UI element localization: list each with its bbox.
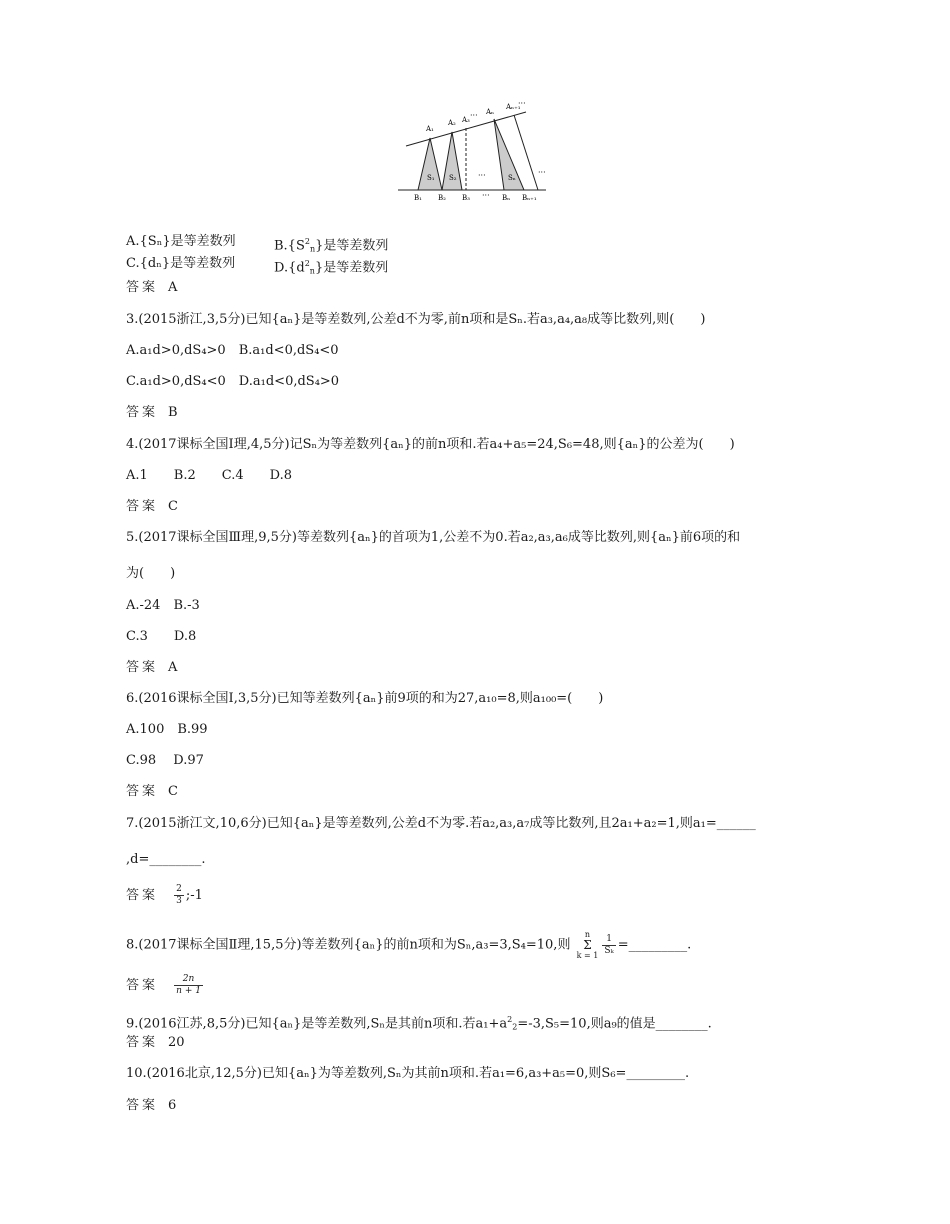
- figure-label-s1: S₁: [427, 174, 435, 182]
- q9-text: 9.(2016江苏,8,5分)已知{aₙ}是等差数列,Sₙ是其前n项和.若$a_1+a^2_2=-3,S_5=10$,则a₉的值是________.: [126, 1015, 712, 1032]
- figure-label-sn: Sₙ: [508, 174, 516, 182]
- q5-text-cont: 为( ): [126, 566, 176, 581]
- figure-label-bn1: Bₙ₊₁: [522, 194, 537, 202]
- q3-options-1: A.a₁d>0,dS₄>0 B.a₁d<0,dS₄<0: [126, 343, 339, 358]
- q5-text: 5.(2017课标全国Ⅲ理,9,5分)等差数列{aₙ}的首项为1,公差不为0.若a₂,a₃,a₆成等比数列,则{aₙ}前6项的和: [126, 530, 741, 545]
- q8-fraction: $\frac{1}{\text{Sₖ}}$: [604, 933, 614, 956]
- q4-answer: 答案 C: [126, 499, 178, 514]
- q6-answer: 答案 C: [126, 784, 178, 799]
- q6-options-2: C.98 D.97: [126, 753, 204, 768]
- q2-option-c: C.{dₙ}是等差数列: [126, 256, 236, 271]
- figure-ellipsis-bottom: ···: [482, 191, 490, 200]
- figure-ellipsis: ···: [478, 171, 486, 180]
- figure-label-b3: B₃: [462, 194, 470, 202]
- q10-text: 10.(2016北京,12,5分)已知{aₙ}为等差数列,Sₙ为其前n项和.若a₁=6,a₃+a₅=0,则S₆=_________.: [126, 1066, 690, 1081]
- q3-options-2: C.a₁d>0,dS₄<0 D.a₁d<0,dS₄>0: [126, 374, 340, 389]
- q7-answer: 答案 $\frac{2}{3}$ ;-1: [126, 884, 203, 906]
- q5-options-1: A.-24 B.-3: [126, 598, 200, 613]
- q8-answer: 答案 $\frac{2n}{n + 1}$: [126, 974, 201, 996]
- figure-label-bn: Bₙ: [502, 194, 511, 202]
- q8-text: 8.(2017课标全国Ⅱ理,15,5分)等差数列{aₙ}的前n项和为Sₙ,a₃=3,S₄=10,则 n Σ k = 1 $\frac{1}{\text{Sₖ}}$ =_________.: [126, 930, 692, 960]
- figure-label-b2: B₂: [438, 194, 446, 202]
- q6-text: 6.(2016课标全国Ⅰ,3,5分)已知等差数列{aₙ}前9项的和为27,a₁₀=8,则a₁₀₀=( ): [126, 691, 604, 706]
- q3-text: 3.(2015浙江,3,5分)已知{aₙ}是等差数列,公差d不为零,前n项和是Sₙ.若a₃,a₄,a₈成等比数列,则( ): [126, 312, 706, 327]
- figure-ellipsis-topright: ···: [518, 99, 526, 108]
- figure-label-a2: A₂: [448, 119, 456, 127]
- triangle-sequence-figure: [398, 98, 560, 208]
- figure-label-an1: Aₙ₊₁: [506, 103, 521, 111]
- figure-ellipsis-right: ···: [538, 168, 546, 177]
- q10-answer: 答案 6: [126, 1098, 177, 1113]
- q8-answer-fraction: $\frac{2n}{n + 1}$: [176, 974, 201, 996]
- q4-options: A.1 B.2 C.4 D.8: [126, 468, 292, 483]
- q7-text: 7.(2015浙江文,10,6分)已知{aₙ}是等差数列,公差d不为零.若a₂,a₃,a₇成等比数列,且2a₁+a₂=1,则a₁=______: [126, 816, 756, 831]
- q3-answer: 答案 B: [126, 405, 178, 420]
- q2-options-row1: [126, 234, 389, 254]
- figure-label-an: Aₙ: [486, 108, 495, 116]
- q5-answer: 答案 A: [126, 660, 178, 675]
- q2-options-row2: [126, 256, 389, 276]
- q2-option-d: $D.\{d^2_n\}$是等差数列: [274, 259, 389, 276]
- figure-label-a3: A₃: [462, 116, 470, 124]
- q2-option-b: $B.\{S^2_n\}$是等差数列: [274, 237, 389, 254]
- figure-label-s2: S₂: [449, 174, 457, 182]
- figure-ellipsis-top: ···: [470, 111, 478, 120]
- q2-option-a: A.{Sₙ}是等差数列: [126, 234, 236, 249]
- q4-text: 4.(2017课标全国Ⅰ理,4,5分)记Sₙ为等差数列{aₙ}的前n项和.若a₄+a₅=24,S₆=48,则{aₙ}的公差为( ): [126, 437, 735, 452]
- figure-label-b1: B₁: [414, 194, 422, 202]
- q5-options-2: C.3 D.8: [126, 629, 197, 644]
- q7-text-cont: ,d=________.: [126, 852, 206, 867]
- q6-options-1: A.100 B.99: [126, 722, 208, 737]
- q2-answer: 答案 A: [126, 280, 178, 295]
- q8-summation: n Σ k = 1: [576, 930, 599, 960]
- q9-answer: 答案 20: [126, 1035, 185, 1050]
- figure-label-a1: A₁: [426, 125, 434, 133]
- q7-answer-fraction: $\frac{2}{3}$: [176, 884, 182, 906]
